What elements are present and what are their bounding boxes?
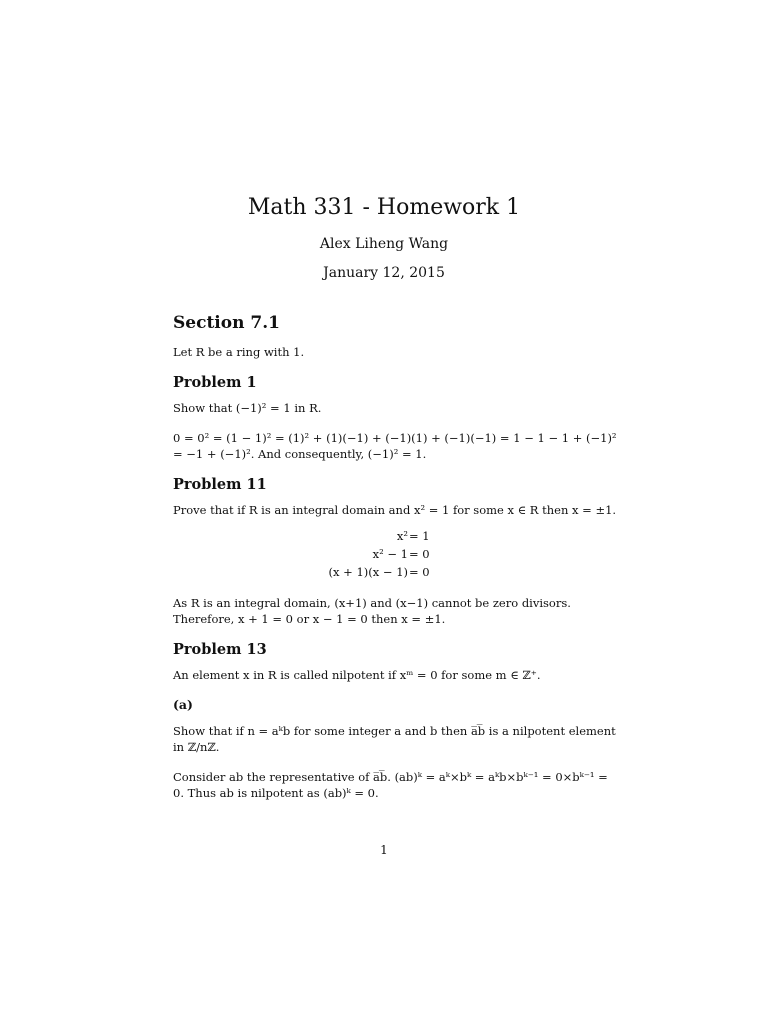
equation-row [173,563,618,581]
problem-13a-statement: Show that if n = aᵏb for some integer a and b then a̅b̅ is a nilpotent element in ℤ/nℤ. [173,724,616,754]
problem-13-statement: An element x in R is called nilpotent if xᵐ = 0 for some m ∈ ℤ⁺. [173,668,541,682]
document-title: Math 331 - Homework 1 [247,195,521,220]
section-intro: Let R be a ring with 1. [173,345,305,359]
document-date: January 12, 2015 [323,265,445,281]
problem-1-statement: Show that (−1)² = 1 in R. [173,401,322,415]
equation-rhs: = 1 [409,529,430,543]
problem-11-statement: Prove that if R is an integral domain and x² = 1 for some x ∈ R then x = ±1. [173,503,617,517]
problem-11-solution: As R is an integral domain, (x+1) and (x−1) cannot be zero divisors. Therefore, x + 1 = 0 or x − 1 = 0 then x = ±1. [173,596,571,626]
section-heading: Section 7.1 [173,313,280,333]
problem-13-heading: Problem 13 [173,641,267,658]
equation-row [173,527,618,545]
equation-lhs: x² [396,529,408,543]
problem-13a-solution: Consider ab the representative of a̅b̅. (ab)ᵏ = aᵏ×bᵏ = aᵏb×bᵏ⁻¹ = 0×bᵏ⁻¹ = 0. Thus ab is nilpotent as (ab)ᵏ = 0. [173,770,608,800]
document-body [173,312,618,810]
equation-rhs: = 0 [409,547,430,561]
problem-11-heading: Problem 11 [173,476,267,493]
problem-13a-heading: (a) [173,697,193,712]
document-author: Alex Liheng Wang [319,236,449,252]
problem-1-heading: Problem 1 [173,374,257,391]
problem-1-solution: 0 = 0² = (1 − 1)² = (1)² + (1)(−1) + (−1)(1) + (−1)(−1) = 1 − 1 − 1 + (−1)² = −1 + (−1)². And consequently, (−1)² = 1. [173,431,617,461]
problem-11-equations [173,527,618,581]
equation-row [173,545,618,563]
page-number: 1 [380,843,388,857]
equation-rhs: = 0 [409,565,430,579]
equation-lhs: (x + 1)(x − 1) [328,565,408,579]
equation-lhs: x² − 1 [372,547,408,561]
